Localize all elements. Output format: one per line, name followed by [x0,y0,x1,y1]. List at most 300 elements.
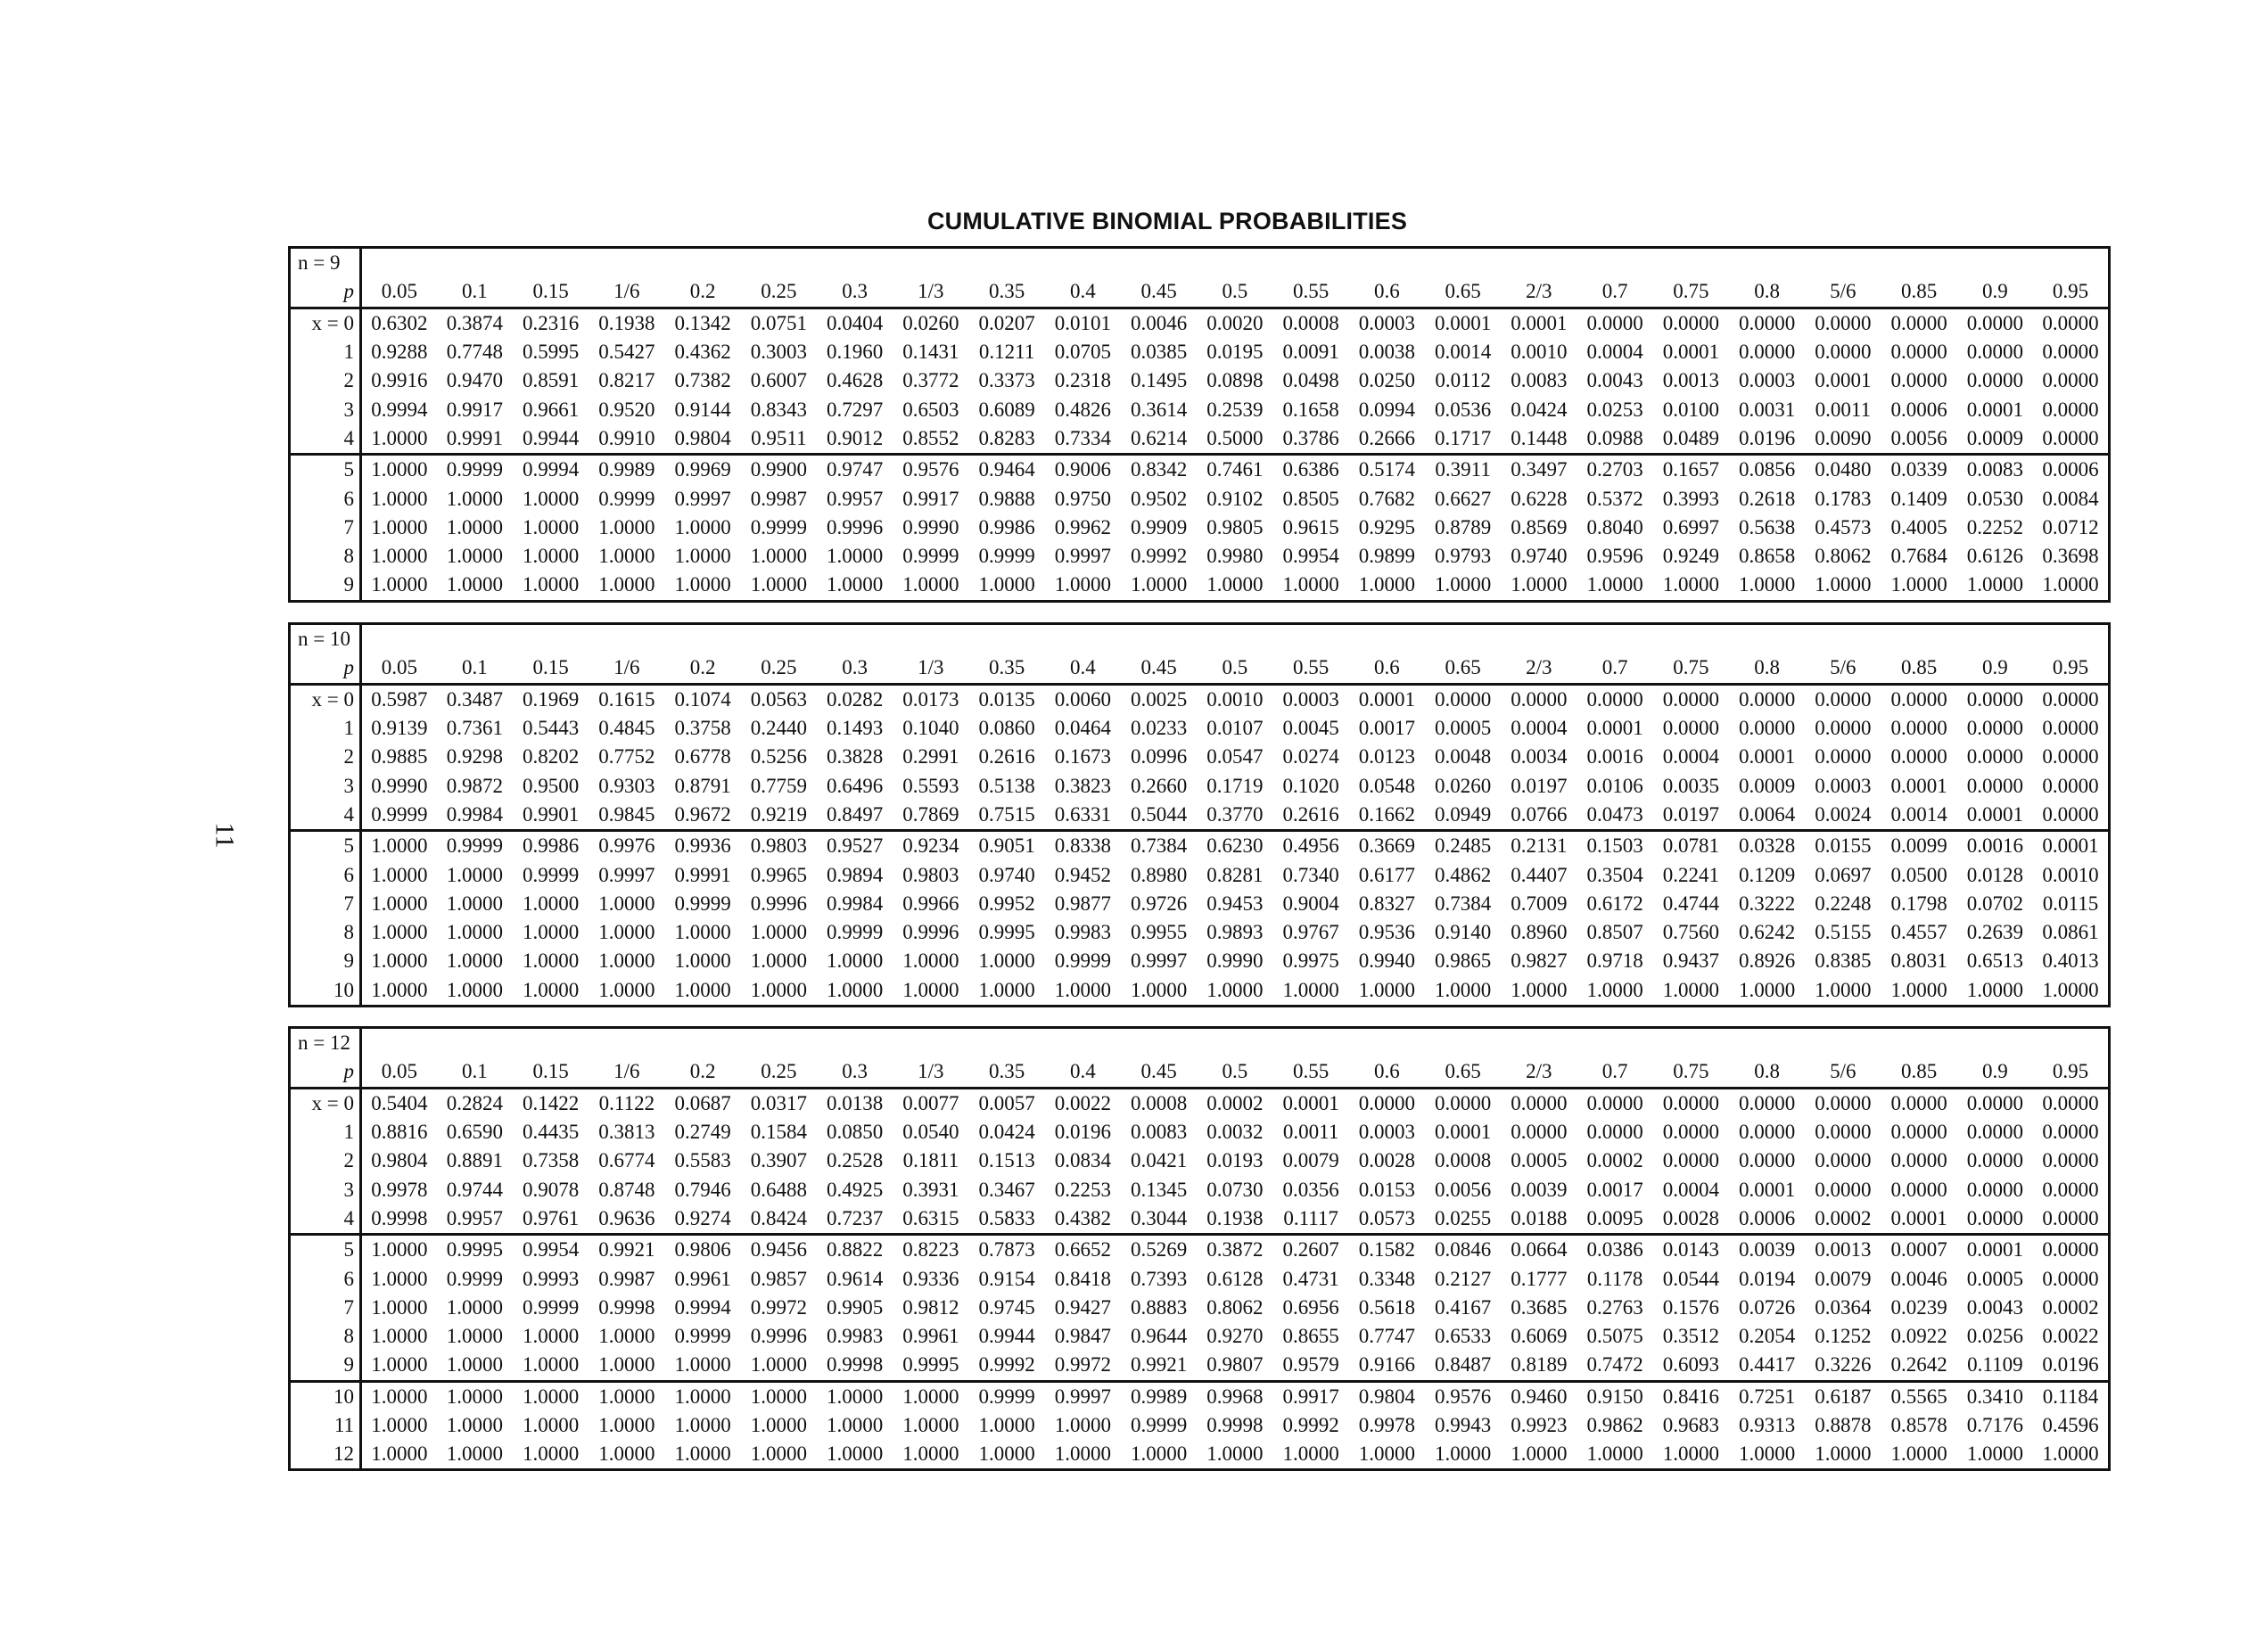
probability-cell: 1.0000 [674,515,731,538]
probability-cell: 0.9965 [750,863,807,886]
probability-cell: 0.0540 [902,1121,959,1144]
probability-cell: 0.3003 [750,341,807,364]
probability-cell: 0.9862 [1586,1414,1643,1436]
probability-cell: 0.2252 [1966,515,2023,538]
table-row [290,831,2110,861]
probability-cell: 0.6069 [1511,1325,1568,1348]
probability-cell: 0.0339 [1881,455,1957,485]
probability-cell: 0.8891 [446,1149,503,1172]
probability-cell: 0.8343 [750,398,807,421]
table-row [290,1411,2110,1440]
probability-cell: 0.8926 [1739,949,1796,973]
probability-cell: 0.0014 [1890,802,1947,826]
binomial-table-n10 [288,622,2111,1007]
n-label: n = 12 [290,1028,361,1058]
probability-cell: 0.8223 [893,1235,968,1265]
probability-cell: 0.0000 [2033,743,2110,771]
probability-cell: 0.9166 [1358,1353,1415,1377]
probability-cell: 0.9944 [523,426,580,449]
probability-cell: 0.8658 [1739,545,1796,568]
probability-cell: 0.0034 [1511,745,1568,768]
probability-cell: 0.9999 [674,1325,731,1348]
probability-cell: 0.1422 [523,1091,580,1114]
p-header-cell: 0.3 [817,653,893,684]
probability-cell: 0.1503 [1577,831,1653,861]
probability-cell: 0.9078 [523,1178,580,1201]
probability-cell: 1.0000 [523,921,580,944]
probability-cell: 1.0000 [446,1353,503,1377]
probability-cell: 0.0024 [1815,802,1872,826]
p-header-cell: 0.15 [513,653,589,684]
probability-cell: 0.9952 [978,892,1035,915]
probability-cell: 0.9803 [741,831,817,861]
header-spacer [361,248,2110,278]
probability-cell: 0.0155 [1805,831,1881,861]
probability-cell: 0.0385 [1131,341,1188,364]
probability-cell: 0.9992 [1282,1414,1339,1436]
table-row [290,395,2110,423]
p-header-cell: 0.75 [1653,653,1729,684]
probability-cell: 0.9978 [371,1178,428,1201]
probability-cell: 0.9888 [978,487,1035,510]
probability-cell: 0.9901 [523,802,580,826]
probability-cell: 0.8031 [1890,949,1947,973]
p-header-cell: 0.35 [969,1057,1045,1088]
probability-cell: 0.0000 [2033,366,2110,395]
probability-cell: 0.0207 [978,311,1035,334]
probability-cell: 1.0000 [1729,1440,1805,1470]
probability-cell: 0.0106 [1586,774,1643,797]
probability-cell: 0.8281 [1206,863,1264,886]
probability-cell: 1.0000 [589,976,664,1007]
probability-cell: 0.9986 [978,515,1035,538]
probability-cell: 0.0000 [1966,311,2023,334]
table-row [290,1264,2110,1293]
probability-cell: 0.9976 [589,831,664,861]
probability-cell: 0.0003 [1358,311,1415,334]
probability-cell: 1.0000 [523,1325,580,1348]
probability-cell: 0.9006 [1045,455,1121,485]
probability-cell: 1.0000 [2033,571,2110,601]
probability-cell: 0.6331 [1054,802,1111,826]
probability-cell: 1.0000 [371,545,428,568]
probability-cell: 1.0000 [827,545,884,568]
probability-cell: 0.4362 [674,341,731,364]
probability-cell: 0.9576 [1425,1381,1501,1411]
p-header-cell: 0.45 [1121,653,1197,684]
p-header-cell: 0.55 [1273,653,1349,684]
p-header-cell: 0.35 [969,653,1045,684]
probability-cell: 0.0005 [1966,1267,2023,1290]
probability-cell: 0.9999 [750,515,807,538]
probability-cell: 0.0856 [1729,455,1805,485]
probability-cell: 0.0000 [1890,1091,1947,1114]
probability-cell: 0.9288 [371,341,428,364]
probability-cell: 0.0013 [1805,1235,1881,1265]
p-header-cell: 0.8 [1729,1057,1805,1088]
probability-cell: 0.0000 [1966,1178,2023,1201]
probability-cell: 0.7560 [1662,921,1719,944]
probability-cell: 0.6533 [1435,1325,1492,1348]
probability-cell: 0.0003 [1282,687,1339,711]
probability-cell: 0.3823 [1054,774,1111,797]
probability-cell: 0.0850 [827,1121,884,1144]
probability-cell: 0.9957 [827,487,884,510]
p-header-cell: 0.6 [1349,653,1425,684]
probability-cell: 0.9234 [893,831,968,861]
p-header-cell: 0.1 [437,1057,513,1088]
probability-cell: 0.9996 [902,921,959,944]
table-row [290,338,2110,366]
probability-cell: 0.0173 [902,687,959,711]
probability-cell: 0.0563 [750,687,807,711]
probability-cell: 0.4382 [1054,1206,1111,1229]
x-label: 9 [290,947,361,975]
probability-cell: 0.0083 [1511,369,1568,392]
probability-cell: 0.1342 [674,311,731,334]
probability-cell: 1.0000 [361,1235,437,1265]
probability-cell: 0.2763 [1586,1295,1643,1319]
probability-cell: 0.9910 [598,426,655,449]
table-row [290,684,2110,714]
probability-cell: 1.0000 [2033,1440,2110,1470]
probability-cell: 0.3504 [1586,863,1643,886]
probability-cell: 0.0000 [1966,1121,2023,1144]
probability-cell: 0.1178 [1586,1267,1643,1290]
probability-cell: 0.6242 [1739,921,1796,944]
table-row [290,1175,2110,1204]
probability-cell: 0.0573 [1358,1206,1415,1229]
x-label: 1 [290,1118,361,1147]
probability-cell: 0.9899 [1358,545,1415,568]
probability-cell: 0.3698 [2033,542,2110,571]
probability-cell: 0.0328 [1729,831,1805,861]
probability-cell: 0.6778 [674,745,731,768]
probability-cell: 0.8578 [1890,1414,1947,1436]
p-header-cell: 0.95 [2033,1057,2110,1088]
probability-cell: 0.2318 [1054,369,1111,392]
probability-cell: 0.1783 [1815,487,1872,510]
probability-cell: 0.4731 [1282,1267,1339,1290]
probability-cell: 0.4005 [1890,515,1947,538]
probability-cell: 0.0000 [1890,687,1947,711]
probability-cell: 0.6488 [750,1178,807,1201]
probability-cell: 1.0000 [361,1440,437,1470]
probability-cell: 0.9999 [523,863,580,886]
probability-cell: 0.5075 [1586,1325,1643,1348]
probability-cell: 0.0000 [2033,1118,2110,1147]
probability-cell: 0.6590 [446,1121,503,1144]
probability-cell: 0.9978 [1358,1414,1415,1436]
probability-cell: 1.0000 [674,1414,731,1436]
probability-cell: 0.4435 [523,1121,580,1144]
probability-cell: 0.5138 [978,774,1035,797]
probability-cell: 1.0000 [1957,571,2033,601]
p-header-cell: 0.3 [817,1057,893,1088]
probability-cell: 0.9972 [1054,1353,1111,1377]
p-header-cell: 0.45 [1121,1057,1197,1088]
probability-cell: 0.0000 [1586,1121,1643,1144]
probability-cell: 0.8418 [1054,1267,1111,1290]
probability-cell: 1.0000 [1881,571,1957,601]
probability-cell: 0.1584 [750,1121,807,1144]
probability-cell: 0.9969 [665,455,741,485]
probability-cell: 0.2666 [1358,426,1415,449]
probability-cell: 1.0000 [371,487,428,510]
probability-cell: 0.0000 [1966,1206,2023,1229]
p-header-cell: 5/6 [1805,653,1881,684]
probability-cell: 0.6315 [902,1206,959,1229]
probability-cell: 0.8342 [1121,455,1197,485]
probability-cell: 1.0000 [1653,976,1729,1007]
probability-cell: 0.0000 [2033,1264,2110,1293]
probability-cell: 0.5404 [371,1091,428,1114]
table-row [290,1294,2110,1322]
probability-cell: 0.2607 [1273,1235,1349,1265]
x-label: 3 [290,771,361,800]
probability-cell: 0.0196 [1054,1121,1111,1144]
probability-cell: 0.9683 [1662,1414,1719,1436]
probability-cell: 0.3467 [978,1178,1035,1201]
probability-cell: 0.0480 [1805,455,1881,485]
probability-cell: 0.9219 [750,802,807,826]
probability-cell: 0.7461 [1197,455,1272,485]
probability-cell: 0.0000 [1966,717,2023,740]
probability-cell: 0.9885 [371,745,428,768]
probability-cell: 0.9999 [978,545,1035,568]
probability-cell: 0.7869 [902,802,959,826]
probability-cell: 1.0000 [893,1440,968,1470]
header-spacer [361,624,2110,654]
n-label: n = 10 [290,624,361,654]
probability-cell: 1.0000 [1805,571,1881,601]
probability-cell: 0.9894 [827,863,884,886]
probability-cell: 0.9921 [589,1235,664,1265]
p-header-cell: 0.55 [1273,277,1349,308]
p-header-cell: 0.4 [1045,653,1121,684]
probability-cell: 0.0028 [1358,1149,1415,1172]
probability-cell: 0.0000 [1966,369,2023,392]
probability-cell: 0.9991 [674,863,731,886]
probability-cell: 0.0153 [1358,1178,1415,1201]
x-label: 12 [290,1440,361,1470]
p-header-cell: 0.4 [1045,1057,1121,1088]
probability-cell: 0.0020 [1206,311,1264,334]
probability-cell: 0.5618 [1358,1295,1415,1319]
probability-cell: 0.1252 [1815,1325,1872,1348]
probability-cell: 0.0239 [1890,1295,1947,1319]
probability-cell: 0.9596 [1586,545,1643,568]
probability-cell: 0.0000 [1739,1149,1796,1172]
p-header-cell: 0.8 [1729,653,1805,684]
probability-cell: 0.9995 [902,1353,959,1377]
probability-cell: 0.9909 [1131,515,1188,538]
probability-cell: 0.0188 [1511,1206,1568,1229]
p-header-cell: 0.1 [437,277,513,308]
probability-cell: 0.9150 [1577,1381,1653,1411]
probability-cell: 0.9437 [1662,949,1719,973]
probability-cell: 0.1658 [1282,398,1339,421]
probability-cell: 0.9997 [1054,545,1111,568]
probability-cell: 0.9954 [513,1235,589,1265]
probability-cell: 1.0000 [589,1440,664,1470]
probability-cell: 0.0001 [1890,774,1947,797]
probability-cell: 0.2054 [1739,1325,1796,1348]
probability-cell: 0.0083 [1957,455,2033,485]
probability-cell: 0.9636 [598,1206,655,1229]
probability-cell: 0.0004 [1511,717,1568,740]
x-label: 7 [290,890,361,918]
probability-cell: 0.0000 [1890,311,1947,334]
probability-cell: 1.0000 [827,949,884,973]
probability-cell: 0.5565 [1881,1381,1957,1411]
probability-cell: 0.9923 [1511,1414,1568,1436]
probability-cell: 0.0056 [1890,426,1947,449]
p-header-cell: 0.45 [1121,277,1197,308]
probability-cell: 0.9877 [1054,892,1111,915]
probability-cell: 1.0000 [741,1440,817,1470]
probability-cell: 0.0005 [1511,1149,1568,1172]
probability-cell: 1.0000 [1653,571,1729,601]
probability-cell: 0.0000 [1890,745,1947,768]
probability-cell: 0.0274 [1282,745,1339,768]
probability-cell: 0.4925 [827,1178,884,1201]
probability-cell: 0.0115 [2033,890,2110,918]
probability-cell: 1.0000 [1957,976,2033,1007]
probability-cell: 1.0000 [513,571,589,601]
p-header-cell: 0.6 [1349,277,1425,308]
probability-cell: 0.0000 [1815,1121,1872,1144]
probability-cell: 0.7297 [827,398,884,421]
probability-cell: 0.1662 [1358,802,1415,826]
probability-cell: 0.0017 [1358,717,1415,740]
probability-cell: 0.0949 [1435,802,1492,826]
probability-cell: 0.0099 [1881,831,1957,861]
probability-cell: 1.0000 [1957,1440,2033,1470]
probability-cell: 0.3874 [446,311,503,334]
probability-cell: 0.0356 [1282,1178,1339,1201]
probability-cell: 1.0000 [1653,1440,1729,1470]
probability-cell: 0.5583 [674,1149,731,1172]
probability-cell: 0.0000 [1966,774,2023,797]
probability-cell: 0.9990 [902,515,959,538]
probability-cell: 0.7682 [1358,487,1415,510]
probability-cell: 0.0000 [1739,341,1796,364]
probability-cell: 0.9999 [969,1381,1045,1411]
p-header-cell: 0.25 [741,1057,817,1088]
probability-cell: 0.7384 [1121,831,1197,861]
table-row [290,1204,2110,1235]
probability-cell: 0.7752 [598,745,655,768]
probability-cell: 0.1960 [827,341,884,364]
probability-cell: 1.0000 [1045,571,1121,601]
probability-cell: 0.0000 [1815,745,1872,768]
probability-cell: 1.0000 [1577,976,1653,1007]
probability-cell: 0.2127 [1435,1267,1492,1290]
probability-cell: 0.9983 [1054,921,1111,944]
table-row [290,1235,2110,1265]
page-title: CUMULATIVE BINOMIAL PROBABILITIES [926,208,1408,234]
probability-cell: 1.0000 [674,921,731,944]
probability-cell: 0.9144 [674,398,731,421]
probability-cell: 0.0000 [1890,1149,1947,1172]
probability-cell: 1.0000 [1121,976,1197,1007]
probability-cell: 1.0000 [1501,571,1577,601]
probability-cell: 1.0000 [523,1414,580,1436]
x-label: x = 0 [290,684,361,714]
probability-cell: 0.9995 [978,921,1035,944]
probability-cell: 0.0084 [2033,484,2110,513]
probability-cell: 0.0000 [1815,311,1872,334]
probability-cell: 0.9793 [1435,545,1492,568]
x-label: 8 [290,542,361,571]
probability-cell: 0.1495 [1131,369,1188,392]
probability-cell: 0.0010 [2033,860,2110,889]
probability-cell: 0.9944 [978,1325,1035,1348]
probability-cell: 0.6177 [1358,863,1415,886]
probability-cell: 0.3685 [1511,1295,1568,1319]
probability-cell: 0.6997 [1662,515,1719,538]
probability-cell: 1.0000 [361,1381,437,1411]
probability-cell: 0.0000 [1662,1091,1719,1114]
x-label: x = 0 [290,1088,361,1118]
probability-cell: 0.0006 [2033,455,2110,485]
probability-cell: 0.8338 [1045,831,1121,861]
probability-cell: 0.1409 [1890,487,1947,510]
probability-cell: 0.4596 [2033,1411,2110,1440]
p-header-cell: 0.85 [1881,1057,1957,1088]
probability-cell: 0.0000 [1815,341,1872,364]
probability-cell: 0.9750 [1054,487,1111,510]
probability-cell: 0.0000 [2033,338,2110,366]
probability-cell: 0.2660 [1131,774,1188,797]
probability-cell: 0.0001 [1890,1206,1947,1229]
probability-cell: 0.1719 [1206,774,1264,797]
probability-cell: 0.0664 [1501,1235,1577,1265]
probability-cell: 1.0000 [361,571,437,601]
probability-cell: 1.0000 [523,515,580,538]
x-label: 3 [290,1175,361,1204]
probability-cell: 0.3813 [598,1121,655,1144]
probability-cell: 0.4862 [1435,863,1492,886]
probability-cell: 0.2316 [523,311,580,334]
probability-cell: 0.0000 [1435,1091,1492,1114]
probability-cell: 0.7176 [1966,1414,2023,1436]
probability-cell: 0.3044 [1131,1206,1188,1229]
probability-cell: 1.0000 [741,1381,817,1411]
table-row [290,1118,2110,1147]
table-row [290,918,2110,947]
probability-cell: 0.9991 [446,426,503,449]
probability-cell: 0.0197 [1662,802,1719,826]
probability-cell: 0.0196 [1739,426,1796,449]
probability-cell: 0.0045 [1282,717,1339,740]
probability-cell: 1.0000 [1197,571,1272,601]
probability-cell: 1.0000 [437,1440,513,1470]
probability-cell: 0.0530 [1966,487,2023,510]
probability-cell: 0.9527 [817,831,893,861]
probability-cell: 0.0253 [1586,398,1643,421]
table-row [290,801,2110,831]
p-header-cell: 0.95 [2033,277,2110,308]
probability-cell: 0.9872 [446,774,503,797]
x-label: 1 [290,714,361,743]
x-label: 5 [290,831,361,861]
probability-cell: 0.9295 [1358,515,1415,538]
probability-cell: 0.0001 [1282,1091,1339,1114]
probability-cell: 0.1448 [1511,426,1568,449]
probability-cell: 0.9249 [1662,545,1719,568]
